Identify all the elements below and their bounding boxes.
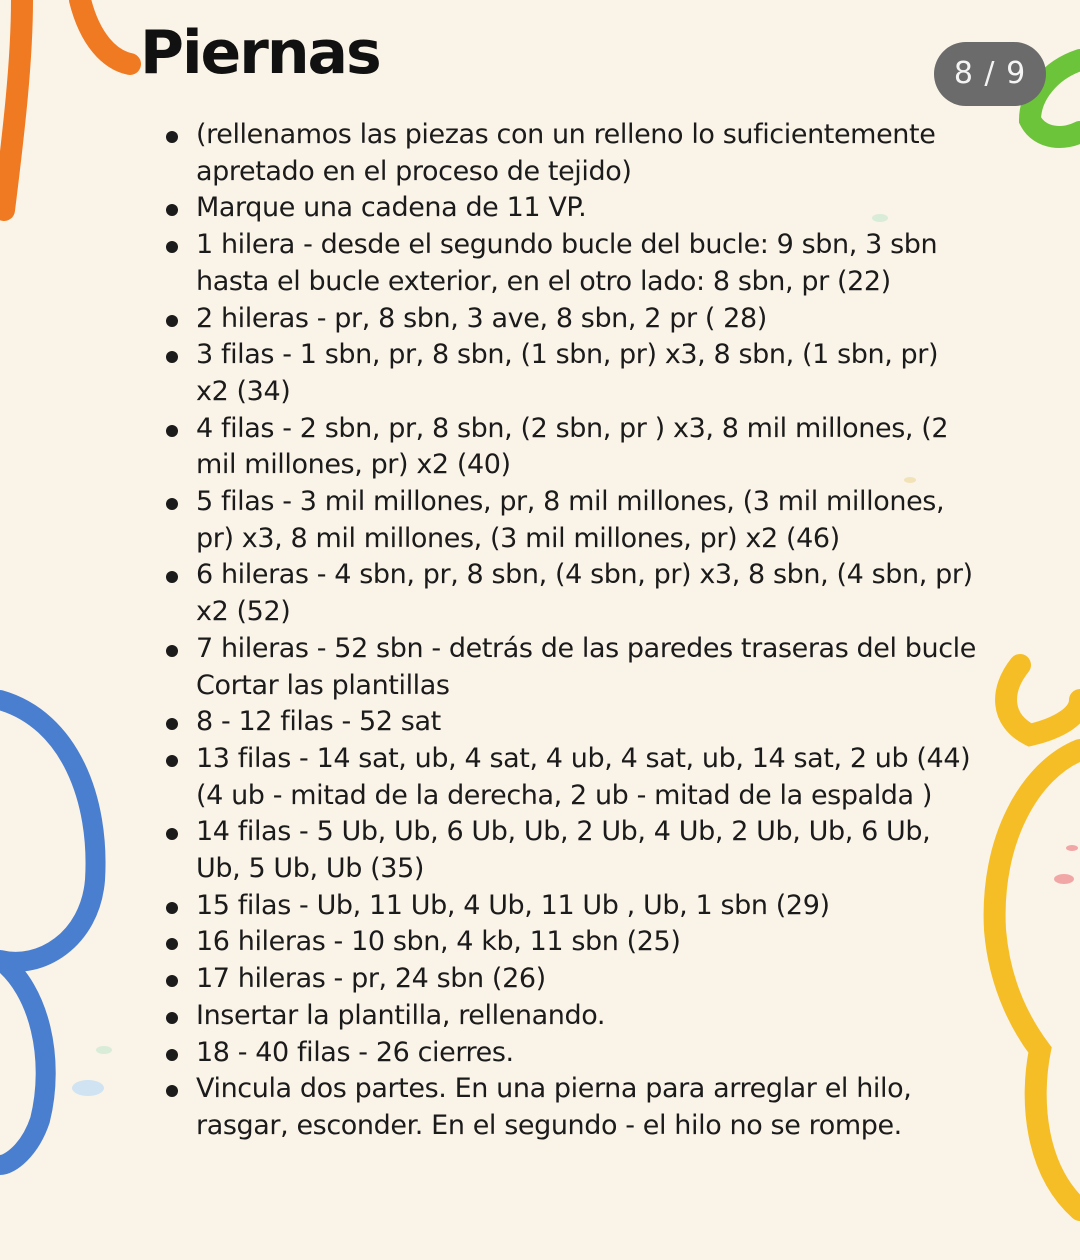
page-title: Piernas xyxy=(140,18,380,88)
instruction-item: 16 hileras - 10 sbn, 4 kb, 11 sbn (25) xyxy=(196,924,976,961)
instruction-item: 4 filas - 2 sbn, pr, 8 sbn, (2 sbn, pr ) x3, 8 mil millones, (2 mil millones, pr) x2 (40) xyxy=(196,411,976,484)
instruction-item: 17 hileras - pr, 24 sbn (26) xyxy=(196,961,976,998)
instruction-item: Vincula dos partes. En una pierna para arreglar el hilo, rasgar, esconder. En el segundo - el hilo no se rompe. xyxy=(196,1071,976,1144)
instruction-item: (rellenamos las piezas con un relleno lo suficientemente apretado en el proceso de tejido) xyxy=(196,117,976,190)
instruction-item: 2 hileras - pr, 8 sbn, 3 ave, 8 sbn, 2 pr ( 28) xyxy=(196,301,976,338)
cheek-mark xyxy=(1066,845,1078,851)
faint-dot xyxy=(72,1080,104,1096)
instruction-item: 7 hileras - 52 sbn - detrás de las paredes traseras del bucle Cortar las plantillas xyxy=(196,631,976,704)
instruction-item: 1 hilera - desde el segundo bucle del bucle: 9 sbn, 3 sbn hasta el bucle exterior, en el otro lado: 8 sbn, pr (22) xyxy=(196,227,976,300)
instruction-list xyxy=(160,117,976,1145)
cheek-mark xyxy=(1054,874,1074,884)
instruction-item: 15 filas - Ub, 11 Ub, 4 Ub, 11 Ub , Ub, 1 sbn (29) xyxy=(196,888,976,925)
blue-doodle xyxy=(0,700,96,1165)
page-indicator-badge: 8 / 9 xyxy=(934,42,1046,106)
instruction-item: 6 hileras - 4 sbn, pr, 8 sbn, (4 sbn, pr) x3, 8 sbn, (4 sbn, pr) x2 (52) xyxy=(196,557,976,630)
instruction-item: 5 filas - 3 mil millones, pr, 8 mil millones, (3 mil millones, pr) x3, 8 mil millones, (3 mil millones, pr) x2 (46) xyxy=(196,484,976,557)
faint-dot xyxy=(96,1046,112,1054)
orange-doodle xyxy=(4,0,130,210)
instruction-item: 13 filas - 14 sat, ub, 4 sat, 4 ub, 4 sat, ub, 14 sat, 2 ub (44) (4 ub - mitad de la derecha, 2 ub - mitad de la espalda ) xyxy=(196,741,976,814)
instruction-item: Insertar la plantilla, rellenando. xyxy=(196,998,976,1035)
instruction-item: Marque una cadena de 11 VP. xyxy=(196,190,976,227)
instruction-item: 14 filas - 5 Ub, Ub, 6 Ub, Ub, 2 Ub, 4 Ub, 2 Ub, Ub, 6 Ub, Ub, 5 Ub, Ub (35) xyxy=(196,814,976,887)
instruction-item: 18 - 40 filas - 26 cierres. xyxy=(196,1035,976,1072)
yellow-doodle xyxy=(995,665,1080,1210)
instruction-item: 3 filas - 1 sbn, pr, 8 sbn, (1 sbn, pr) x3, 8 sbn, (1 sbn, pr) x2 (34) xyxy=(196,337,976,410)
instruction-item: 8 - 12 filas - 52 sat xyxy=(196,704,976,741)
